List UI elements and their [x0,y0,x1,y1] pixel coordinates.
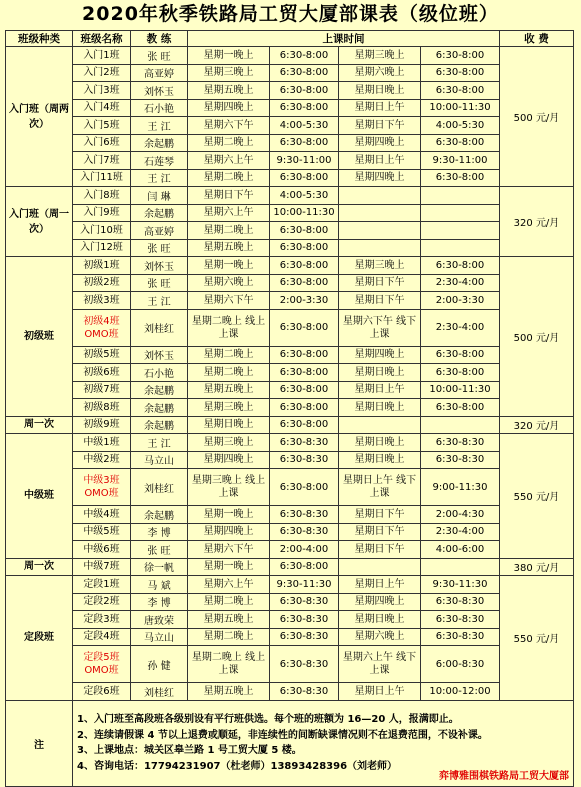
session-1-time: 6:30-8:00 [270,239,339,257]
session-2-day: 星期日晚上 [339,399,421,417]
session-1-day: 星期日下午 [188,187,270,205]
session-2-time: 6:30-8:00 [421,364,500,382]
session-2-time: 2:00-4:30 [421,506,500,524]
coach-name: 王 江 [131,117,188,135]
session-1-time: 6:30-8:30 [270,506,339,524]
session-1-time: 6:30-8:30 [270,434,339,452]
class-name: 入门9班 [73,204,131,222]
notes-content [73,700,574,786]
session-2-day: 星期四晚上 [339,346,421,364]
session-2-day: 星期日上午 [339,381,421,399]
coach-name: 刘怀玉 [131,257,188,275]
table-row [6,204,574,222]
coach-name: 石小艳 [131,364,188,382]
class-name: 入门5班 [73,117,131,135]
session-1-day: 星期二晚上 线上上课 [188,309,270,346]
table-row [6,134,574,152]
session-1-time: 6:30-8:00 [270,99,339,117]
class-name: 入门7班 [73,152,131,170]
session-1-day: 星期六上午 [188,152,270,170]
table-row [6,469,574,506]
session-1-time: 6:30-8:00 [270,257,339,275]
table-row [6,611,574,629]
table-row [6,506,574,524]
session-2-time: 6:30-8:00 [421,47,500,65]
session-1-day: 星期五晚上 [188,683,270,701]
notes-row [6,700,574,786]
session-1-time: 10:00-11:30 [270,204,339,222]
session-1-time: 6:30-8:00 [270,82,339,100]
coach-name: 王 江 [131,169,188,187]
class-name: 定段4班 [73,628,131,646]
table-row [6,434,574,452]
coach-name: 马立山 [131,451,188,469]
table-row [6,683,574,701]
session-1-time: 9:30-11:30 [270,576,339,594]
coach-name: 王 江 [131,434,188,452]
coach-name: 张 旺 [131,541,188,559]
class-name: 初级6班 [73,364,131,382]
session-2-day [339,416,421,434]
coach-name: 刘怀玉 [131,82,188,100]
class-name: 入门11班 [73,169,131,187]
session-1-day: 星期四晚上 [188,523,270,541]
session-1-day: 星期五晚上 [188,239,270,257]
session-2-time [421,187,500,205]
session-2-day: 星期日上午 [339,99,421,117]
session-1-time: 6:30-8:30 [270,593,339,611]
coach-name: 余起鹏 [131,416,188,434]
session-1-day: 星期五晚上 [188,611,270,629]
session-1-time: 6:30-8:00 [270,64,339,82]
monthly-fee: 320 元/月 [500,416,574,434]
session-1-day: 星期六下午 [188,541,270,559]
session-1-day: 星期三晚上 [188,434,270,452]
session-1-day: 星期日晚上 [188,416,270,434]
session-1-time: 6:30-8:00 [270,222,339,240]
table-row [6,47,574,65]
session-1-time: 6:30-8:00 [270,416,339,434]
session-2-time: 10:00-11:30 [421,99,500,117]
coach-name: 张 旺 [131,274,188,292]
table-row [6,169,574,187]
header-schedule: 上课时间 [188,31,500,47]
coach-name: 李 博 [131,523,188,541]
session-2-time: 4:00-6:00 [421,541,500,559]
session-1-day: 星期二晚上 [188,628,270,646]
class-name: 中级3班 OMO班 [73,469,131,506]
session-1-day: 星期六下午 [188,117,270,135]
session-1-day: 星期六上午 [188,576,270,594]
note-line: 2、连续请假课 4 节以上退费或顺延，非连续性的间断缺课情况则不在退费范围，不设补课。 [77,729,488,741]
table-row [6,451,574,469]
session-2-day: 星期日下午 [339,541,421,559]
session-2-day: 星期四晚上 [339,134,421,152]
monthly-fee: 500 元/月 [500,47,574,187]
session-2-day: 星期日下午 [339,274,421,292]
session-2-day: 星期日上午 线下上课 [339,469,421,506]
class-category: 入门班（周一次） [6,187,73,257]
session-1-day: 星期六上午 [188,204,270,222]
class-name: 定段6班 [73,683,131,701]
session-2-time: 6:30-8:30 [421,611,500,629]
class-category: 入门班（周两次） [6,47,73,187]
class-name: 中级7班 [73,558,131,576]
session-2-time: 6:30-8:30 [421,628,500,646]
session-1-time: 6:30-8:00 [270,399,339,417]
class-name: 定段2班 [73,593,131,611]
session-2-time: 6:30-8:30 [421,451,500,469]
session-1-time: 6:30-8:00 [270,558,339,576]
header-fee: 收 费 [500,31,574,47]
session-1-day: 星期一晚上 [188,506,270,524]
class-name: 中级5班 [73,523,131,541]
session-1-time: 4:00-5:30 [270,187,339,205]
class-name: 入门12班 [73,239,131,257]
session-2-time: 9:30-11:00 [421,152,500,170]
session-2-time: 4:00-5:30 [421,117,500,135]
class-category: 周一次 [6,416,73,434]
session-1-day: 星期二晚上 [188,222,270,240]
session-2-time: 10:00-12:00 [421,683,500,701]
session-2-time: 6:30-8:00 [421,399,500,417]
session-2-day: 星期日晚上 [339,611,421,629]
table-row [6,558,574,576]
session-1-day: 星期三晚上 [188,399,270,417]
session-1-day: 星期二晚上 [188,134,270,152]
session-2-time: 9:00-11:30 [421,469,500,506]
session-2-day: 星期六上午 线下上课 [339,646,421,683]
session-2-day: 星期日晚上 [339,364,421,382]
coach-name: 余起鹏 [131,134,188,152]
coach-name: 刘桂红 [131,309,188,346]
session-2-day: 星期六晚上 [339,64,421,82]
session-2-time: 2:30-4:00 [421,309,500,346]
header-category: 班级种类 [6,31,73,47]
class-name: 入门1班 [73,47,131,65]
session-2-day [339,187,421,205]
class-name: 入门6班 [73,134,131,152]
coach-name: 徐一帆 [131,558,188,576]
coach-name: 闫 琳 [131,187,188,205]
session-1-time: 6:30-8:00 [270,309,339,346]
session-2-time: 6:30-8:00 [421,134,500,152]
class-category: 定段班 [6,576,73,701]
session-1-day: 星期二晚上 [188,346,270,364]
class-name: 入门3班 [73,82,131,100]
session-1-day: 星期五晚上 [188,82,270,100]
table-row [6,99,574,117]
schedule-body [6,47,574,787]
class-category: 初级班 [6,257,73,417]
coach-name: 王 江 [131,292,188,310]
schedule-table [5,30,574,787]
session-1-day: 星期五晚上 [188,381,270,399]
session-1-day: 星期一晚上 [188,558,270,576]
class-category: 中级班 [6,434,73,559]
class-category: 周一次 [6,558,73,576]
session-1-day: 星期三晚上 [188,64,270,82]
table-row [6,82,574,100]
coach-name: 石小艳 [131,99,188,117]
session-1-time: 6:30-8:30 [270,646,339,683]
session-2-day: 星期日晚上 [339,434,421,452]
table-row [6,309,574,346]
session-1-day: 星期二晚上 [188,169,270,187]
session-2-time [421,416,500,434]
class-name: 定段1班 [73,576,131,594]
class-name: 中级4班 [73,506,131,524]
session-2-day [339,558,421,576]
session-1-day: 星期一晚上 [188,47,270,65]
table-row [6,274,574,292]
session-2-time: 6:30-8:00 [421,82,500,100]
table-row [6,416,574,434]
session-2-time: 9:30-11:30 [421,576,500,594]
class-name: 初级9班 [73,416,131,434]
session-2-day: 星期六下午 线下上课 [339,309,421,346]
session-2-day: 星期三晚上 [339,257,421,275]
session-1-day: 星期一晚上 [188,257,270,275]
session-2-day [339,239,421,257]
coach-name: 马立山 [131,628,188,646]
class-name: 初级4班 OMO班 [73,309,131,346]
session-2-day [339,222,421,240]
session-1-day: 星期六晚上 [188,274,270,292]
coach-name: 余起鹏 [131,506,188,524]
coach-name: 高亚婷 [131,222,188,240]
session-1-time: 6:30-8:30 [270,683,339,701]
session-2-time: 6:30-8:00 [421,257,500,275]
session-2-time: 2:30-4:00 [421,523,500,541]
note-line: 3、上课地点：城关区皋兰路 1 号工贸大厦 5 楼。 [77,745,302,756]
table-row [6,523,574,541]
session-2-day: 星期日下午 [339,523,421,541]
session-1-time: 2:00-4:00 [270,541,339,559]
coach-name: 刘桂红 [131,683,188,701]
session-1-day: 星期四晚上 [188,99,270,117]
note-line: 4、咨询电话：17794231907（杜老师）13893428396（刘老师） [77,760,398,772]
session-1-time: 2:00-3:30 [270,292,339,310]
table-row [6,381,574,399]
coach-name: 余起鹏 [131,381,188,399]
session-2-time: 6:30-8:30 [421,593,500,611]
coach-name: 高亚婷 [131,64,188,82]
class-name: 初级8班 [73,399,131,417]
coach-name: 李 博 [131,593,188,611]
coach-name: 石莲琴 [131,152,188,170]
session-2-day: 星期日晚上 [339,82,421,100]
session-2-time: 2:00-3:30 [421,292,500,310]
class-name: 初级3班 [73,292,131,310]
session-1-time: 6:30-8:00 [270,169,339,187]
coach-name: 张 旺 [131,239,188,257]
session-1-day: 星期二晚上 [188,593,270,611]
session-2-day: 星期日上午 [339,152,421,170]
session-2-time: 6:00-8:30 [421,646,500,683]
class-name: 入门8班 [73,187,131,205]
session-2-day: 星期日晚上 [339,451,421,469]
table-row [6,239,574,257]
header-coach: 教 练 [131,31,188,47]
session-2-day: 星期日上午 [339,683,421,701]
class-name: 中级1班 [73,434,131,452]
session-2-time: 6:30-8:00 [421,169,500,187]
class-name: 入门10班 [73,222,131,240]
class-name: 定段3班 [73,611,131,629]
class-name: 入门2班 [73,64,131,82]
class-name: 中级6班 [73,541,131,559]
session-2-day: 星期日下午 [339,292,421,310]
session-1-day: 星期六下午 [188,292,270,310]
table-row [6,346,574,364]
session-2-day: 星期日下午 [339,117,421,135]
table-row [6,64,574,82]
session-2-time: 6:30-8:00 [421,64,500,82]
session-2-day: 星期四晚上 [339,593,421,611]
coach-name: 刘桂红 [131,469,188,506]
session-2-time [421,558,500,576]
coach-name: 刘怀玉 [131,346,188,364]
session-1-time: 6:30-8:00 [270,47,339,65]
organization-name: 弈博雅围棋铁路局工贸大厦部 [439,771,569,782]
header-row [6,31,574,47]
monthly-fee: 550 元/月 [500,434,574,559]
monthly-fee: 320 元/月 [500,187,574,257]
session-2-day: 星期六晚上 [339,628,421,646]
class-name: 入门4班 [73,99,131,117]
session-2-day [339,204,421,222]
coach-name: 孙 健 [131,646,188,683]
session-1-time: 6:30-8:30 [270,451,339,469]
coach-name: 余起鹏 [131,399,188,417]
session-2-time [421,222,500,240]
table-row [6,364,574,382]
session-2-time [421,204,500,222]
table-row [6,257,574,275]
table-row [6,222,574,240]
header-class-name: 班级名称 [73,31,131,47]
session-2-time: 6:30-8:00 [421,346,500,364]
page-title: 2020年秋季铁路局工贸大厦部课表（级位班） [82,3,499,25]
class-name: 中级2班 [73,451,131,469]
monthly-fee: 500 元/月 [500,257,574,417]
table-row [6,646,574,683]
coach-name: 张 旺 [131,47,188,65]
table-row [6,117,574,135]
session-1-time: 6:30-8:00 [270,469,339,506]
class-name: 初级5班 [73,346,131,364]
notes-label: 注 [6,700,73,786]
session-2-day: 星期四晚上 [339,169,421,187]
table-row [6,628,574,646]
session-1-time: 9:30-11:00 [270,152,339,170]
session-1-time: 6:30-8:00 [270,364,339,382]
session-1-day: 星期三晚上 线上上课 [188,469,270,506]
table-row [6,576,574,594]
table-row [6,593,574,611]
session-2-time [421,239,500,257]
session-1-time: 4:00-5:30 [270,117,339,135]
table-row [6,152,574,170]
session-2-day: 星期三晚上 [339,47,421,65]
session-1-day: 星期二晚上 线上上课 [188,646,270,683]
table-row [6,292,574,310]
class-name: 初级7班 [73,381,131,399]
table-row [6,187,574,205]
session-2-time: 2:30-4:00 [421,274,500,292]
class-name: 初级2班 [73,274,131,292]
table-row [6,399,574,417]
session-1-time: 6:30-8:30 [270,523,339,541]
session-2-day: 星期日上午 [339,576,421,594]
session-1-time: 6:30-8:30 [270,611,339,629]
session-1-day: 星期二晚上 [188,364,270,382]
class-name: 初级1班 [73,257,131,275]
session-2-day: 星期日下午 [339,506,421,524]
session-1-time: 6:30-8:30 [270,628,339,646]
monthly-fee: 550 元/月 [500,576,574,701]
session-2-time: 10:00-11:30 [421,381,500,399]
coach-name: 唐致荣 [131,611,188,629]
session-1-day: 星期四晚上 [188,451,270,469]
session-1-time: 6:30-8:00 [270,274,339,292]
class-name: 定段5班 OMO班 [73,646,131,683]
coach-name: 余起鹏 [131,204,188,222]
session-1-time: 6:30-8:00 [270,381,339,399]
table-row [6,541,574,559]
note-line: 1、入门班至高段班各级别设有平行班供选。每个班的班额为 16—20 人，报满即止。 [77,714,459,725]
coach-name: 马 斌 [131,576,188,594]
session-2-time: 6:30-8:30 [421,434,500,452]
session-1-time: 6:30-8:00 [270,134,339,152]
session-1-time: 6:30-8:00 [270,346,339,364]
monthly-fee: 380 元/月 [500,558,574,576]
